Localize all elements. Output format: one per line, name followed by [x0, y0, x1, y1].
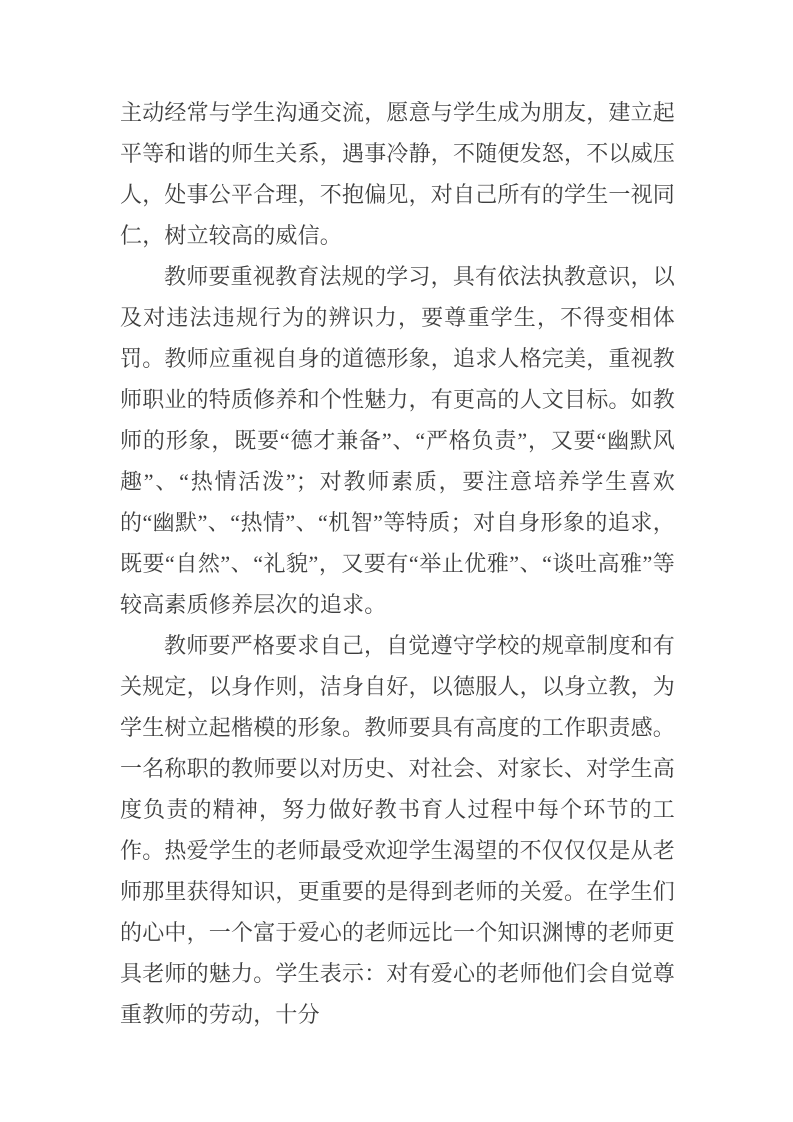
paragraph-3: 教师要严格要求自己，自觉遵守学校的规章制度和有关规定，以身作则，洁身自好，以德服人，以身立教，为学生树立起楷模的形象。教师要具有高度的工作职责感。一名称职的教师要以对历史、对社会、对家长、对学生高度负责的精神，努力做好教书育人过程中每个环节的工作。热爱学生的老师最受欢迎学生渴望的不仅仅仅是从老师那里获得知识，更重要的是得到老师的关爱。在学生们的心中，一个富于爱心的老师远比一个知识渊博的老师更具老师的魅力。学生表示：对有爱心的老师他们会自觉尊重教师的劳动，十分: [120, 633, 676, 1027]
paragraph-1: 主动经常与学生沟通交流，愿意与学生成为朋友，建立起平等和谐的师生关系，遇事冷静，不随便发怒，不以威压人，处事公平合理，不抱偏见，对自己所有的学生一视同仁，树立较高的威信。: [120, 100, 676, 248]
paragraph-2: 教师要重视教育法规的学习，具有依法执教意识，以及对违法违规行为的辨识力，要尊重学生，不得变相体罚。教师应重视自身的道德形象，追求人格完美，重视教师职业的特质修养和个性魅力，有更高的人文目标。如教师的形象，既要“德才兼备”、“严格负责”，又要“幽默风趣”、“热情活泼”；对教师素质，要注意培养学生喜欢的“幽默”、“热情”、“机智”等特质；对自身形象的追求，既要“自然”、“礼貌”，又要有“举止优雅”、“谈吐高雅”等较高素质修养层次的追求。: [120, 264, 676, 617]
